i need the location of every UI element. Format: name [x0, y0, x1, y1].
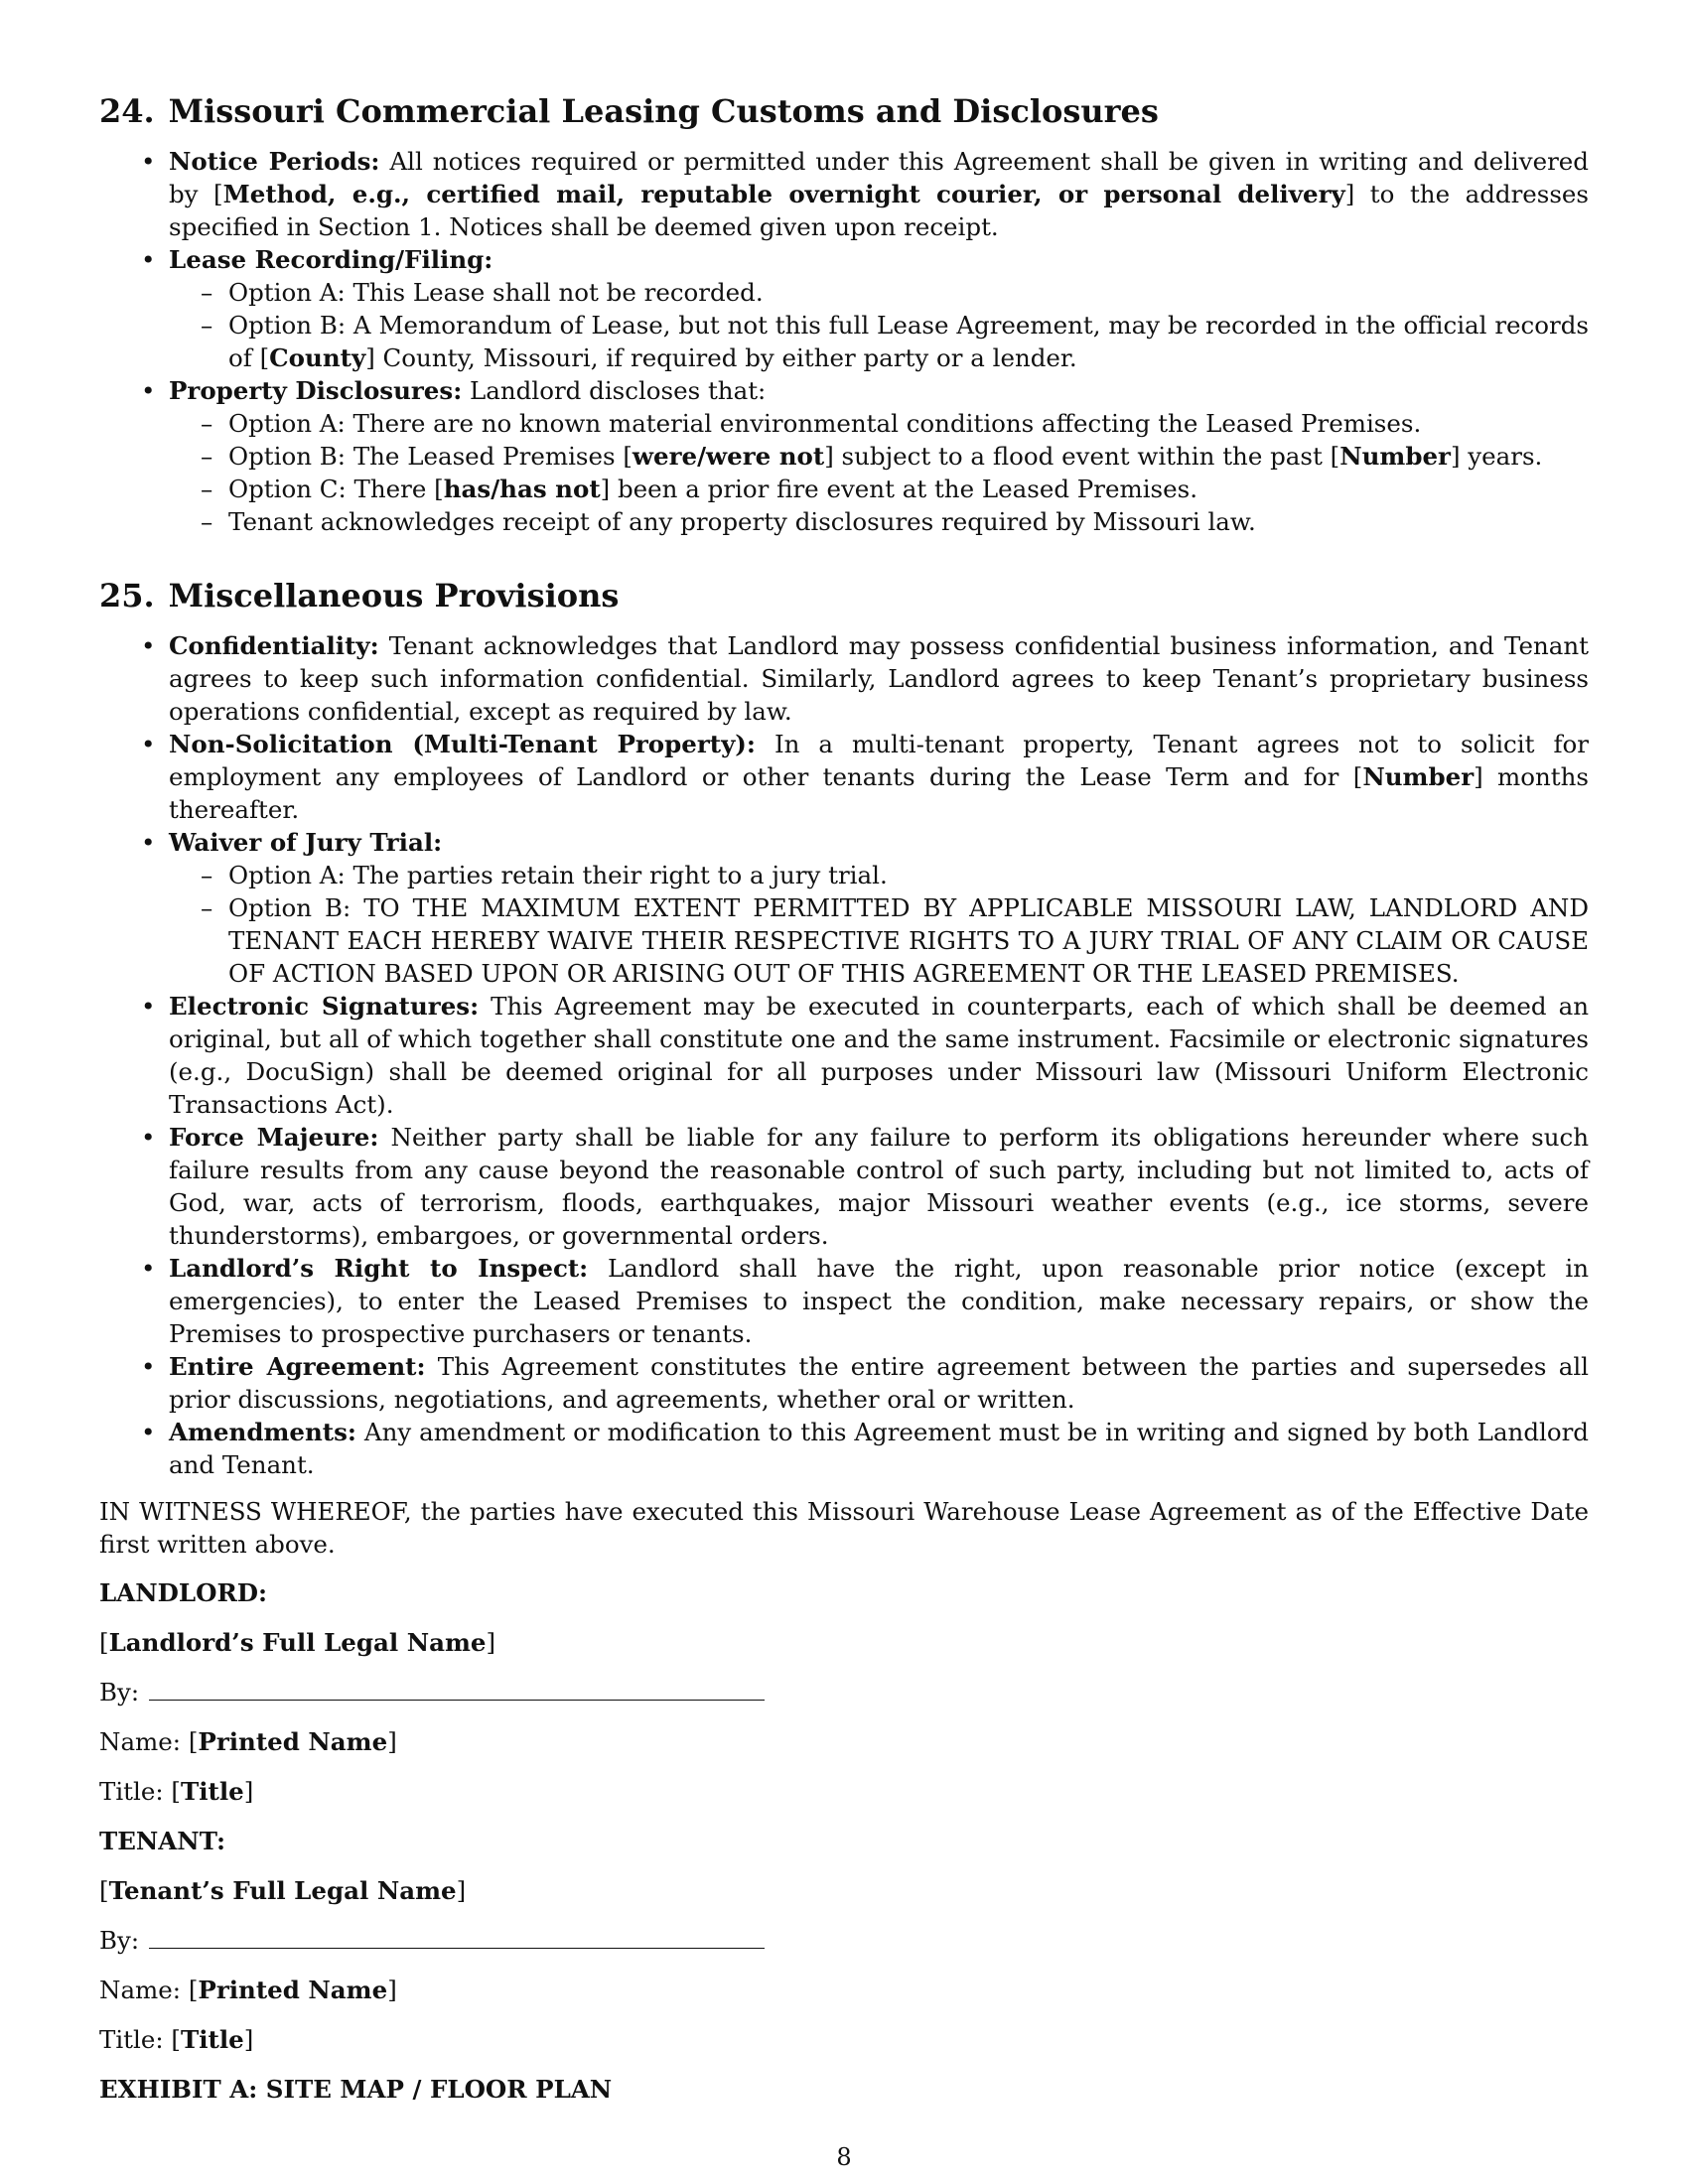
force-majeure-item: • Force Majeure: Neither party shall be liable for any failure to perform its obligations hereunder where such failure results from any cause beyond the reasonable control of such party, including but not limited to, acts of God, war, acts of terrorism, floods, earthquakes, major Missouri weather events (e.g., ice storms, severe thunderstorms), embargoes, or governmental orders.	[169, 1121, 1589, 1252]
tenant-by-line: By:	[99, 1924, 1589, 1957]
jury-option-b: – Option B: TO THE MAXIMUM EXTENT PERMITTED BY APPLICABLE MISSOURI LAW, LANDLORD AND TENANT EACH HEREBY WAIVE THEIR RESPECTIVE RIGHTS TO A JURY TRIAL OF ANY CLAIM OR CAUSE OF ACTION BASED UPON OR ARISING OUT OF THIS AGREEMENT OR THE LEASED PREMISES.	[228, 891, 1589, 990]
property-disclosures-item: • Property Disclosures: Landlord discloses that: – Option A: There are no known material environmental conditions affecting the Leased Premises. – Option B: The Leased Premises [were/were not] subject to a flood event within the past [Number] years. – Option C: There [has/has not] been a prior fire event at the Leased Premises. – Tenant acknowledges receipt of any property disclosures required by Missouri law.	[169, 374, 1589, 538]
section-25-heading: 25. Miscellaneous Provisions	[99, 577, 620, 614]
tenant-printed-name: Name: [Printed Name]	[99, 1976, 397, 2004]
confidentiality-item: • Confidentiality: Tenant acknowledges that Landlord may possess confidential business information, and Tenant agrees to keep such information confidential. Similarly, Landlord agrees to keep Tenant’s proprietary business operations confidential, except as required by law.	[169, 629, 1589, 728]
landlord-title: Title: [Title]	[99, 1777, 254, 1806]
electronic-signatures-item: • Electronic Signatures: This Agreement may be executed in counterparts, each of which shall be deemed an original, but all of which together shall constitute one and the same instrument. Facsimile or electronic signatures (e.g., DocuSign) shall be deemed original for all purposes under Missouri law (Missouri Uniform Electronic Transactions Act).	[169, 990, 1589, 1121]
tenant-title: Title: [Title]	[99, 2025, 254, 2054]
non-solicitation-item: • Non-Solicitation (Multi-Tenant Property): In a multi-tenant property, Tenant agrees not to solicit for employment any employees of Landlord or other tenants during the Lease Term and for [Number] months thereafter.	[169, 728, 1589, 826]
property-disclosures-options	[169, 407, 1589, 538]
disclosure-acknowledgment: – Tenant acknowledges receipt of any property disclosures required by Missouri law.	[228, 505, 1589, 538]
page-number: 8	[836, 2143, 852, 2171]
tenant-signature-line[interactable]	[149, 1928, 765, 1949]
exhibit-heading: EXHIBIT A: SITE MAP / FLOOR PLAN	[99, 2075, 613, 2104]
lease-recording-item: • Lease Recording/Filing: – Option A: This Lease shall not be recorded. – Option B: A Memorandum of Lease, but not this full Lease Agreement, may be recorded in the official records of [County] County, Missouri, if required by either party or a lender.	[169, 243, 1589, 374]
lease-recording-options	[169, 276, 1589, 374]
disclosure-option-a: – Option A: There are no known material environmental conditions affecting the Leased Premises.	[228, 407, 1589, 440]
jury-trial-options	[169, 859, 1589, 990]
tenant-heading: TENANT:	[99, 1827, 226, 1855]
landlord-printed-name: Name: [Printed Name]	[99, 1727, 397, 1756]
notice-periods-item: • Notice Periods: All notices required or permitted under this Agreement shall be given in writing and delivered by [Method, e.g., certified mail, reputable overnight courier, or personal delivery] to the addresses specified in Section 1. Notices shall be deemed given upon receipt.	[169, 145, 1589, 243]
witness-paragraph: IN WITNESS WHEREOF, the parties have executed this Missouri Warehouse Lease Agreement as of the Effective Date first written above.	[99, 1497, 1589, 1559]
amendments-item: • Amendments: Any amendment or modification to this Agreement must be in writing and signed by both Landlord and Tenant.	[169, 1416, 1589, 1481]
disclosure-option-b: – Option B: The Leased Premises [were/were not] subject to a flood event within the past [Number] years.	[228, 440, 1589, 473]
jury-option-a: – Option A: The parties retain their right to a jury trial.	[228, 859, 1589, 891]
entire-agreement-item: • Entire Agreement: This Agreement constitutes the entire agreement between the parties and supersedes all prior discussions, negotiations, and agreements, whether oral or written.	[169, 1350, 1589, 1416]
disclosure-option-c: – Option C: There [has/has not] been a prior fire event at the Leased Premises.	[228, 473, 1589, 505]
landlord-signature-line[interactable]	[149, 1680, 765, 1701]
right-to-inspect-item: • Landlord’s Right to Inspect: Landlord shall have the right, upon reasonable prior notice (except in emergencies), to enter the Leased Premises to inspect the condition, make necessary repairs, or show the Premises to prospective purchasers or tenants.	[169, 1252, 1589, 1350]
landlord-signature-block	[99, 1576, 1589, 2106]
tenant-legal-name: [Tenant’s Full Legal Name]	[99, 1876, 467, 1905]
landlord-legal-name: [Landlord’s Full Legal Name]	[99, 1628, 496, 1657]
landlord-by-line: By:	[99, 1676, 1589, 1708]
landlord-heading: LANDLORD:	[99, 1578, 268, 1607]
section-24-list	[99, 145, 1589, 538]
jury-trial-item: • Waiver of Jury Trial: – Option A: The parties retain their right to a jury trial. – Option B: TO THE MAXIMUM EXTENT PERMITTED BY APPLICABLE MISSOURI LAW, LANDLORD AND TENANT EACH HEREBY WAIVE THEIR RESPECTIVE RIGHTS TO A JURY TRIAL OF ANY CLAIM OR CAUSE OF ACTION BASED UPON OR ARISING OUT OF THIS AGREEMENT OR THE LEASED PREMISES.	[169, 826, 1589, 990]
section-25-list	[99, 629, 1589, 1481]
section-24-heading: 24. Missouri Commercial Leasing Customs and Disclosures	[99, 92, 1159, 130]
recording-option-b: – Option B: A Memorandum of Lease, but not this full Lease Agreement, may be recorded in the official records of [County] County, Missouri, if required by either party or a lender.	[228, 309, 1589, 374]
recording-option-a: – Option A: This Lease shall not be recorded.	[228, 276, 1589, 309]
